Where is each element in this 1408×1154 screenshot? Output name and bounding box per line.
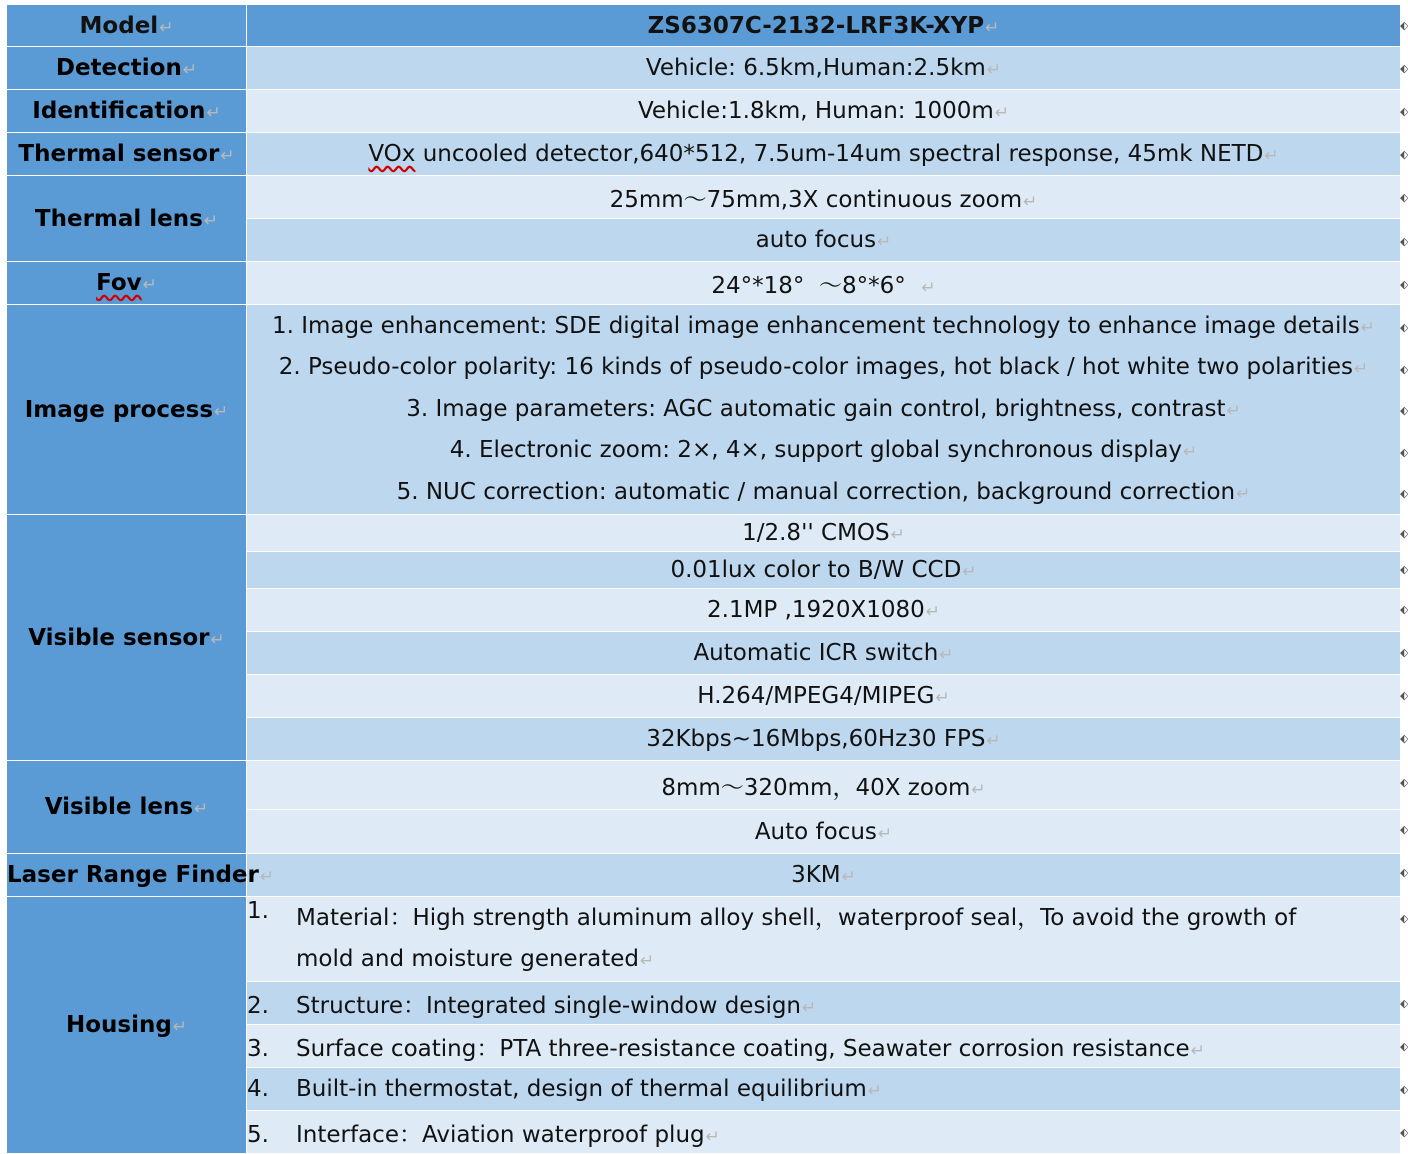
paragraph-mark-icon: ↵ [1190, 1040, 1205, 1061]
paragraph-mark-icon: ↵ [214, 401, 229, 422]
paragraph-mark-icon: ↵ [259, 867, 275, 887]
paragraph-mark-icon: ↵ [210, 629, 225, 650]
row-end-mark-icon: ⬖ [1400, 19, 1408, 32]
thermal-sensor-value-cell [247, 133, 1401, 176]
row-end-mark-icon: ⬖ [1400, 446, 1408, 459]
row-end-mark-icon: ⬖ [1400, 321, 1408, 334]
paragraph-mark-icon: ↵ [1183, 442, 1198, 463]
thermal-lens-value-cell [247, 219, 1401, 262]
paragraph-mark-icon: ↵ [640, 951, 655, 971]
visible-sensor-value-cell [247, 718, 1401, 761]
housing-item-number: 2. [247, 992, 269, 1019]
thermal-sensor-value: uncooled detector,640*512, 7.5um-14um spectral response, 45mk NETD [415, 141, 1264, 167]
row-end-markers [1400, 0, 1408, 1146]
detection-value: Vehicle: 6.5km,Human:2.5km [645, 55, 986, 81]
housing-item-line [296, 939, 1296, 980]
visible-sensor-value: 0.01lux color to B/W CCD [670, 557, 962, 583]
fov-value: 24°*18° ～8°*6° [711, 272, 921, 299]
paragraph-mark-icon: ↵ [994, 103, 1010, 123]
row-end-mark-icon: ⬖ [1400, 235, 1408, 248]
identification-label-cell [7, 90, 247, 133]
fov-label-cell [7, 262, 247, 305]
row-end-mark-icon: ⬖ [1400, 1126, 1408, 1139]
housing-row [7, 897, 1401, 982]
thermal-sensor-label: Thermal sensor [18, 141, 220, 167]
model-label-cell [7, 5, 247, 47]
row-end-mark-icon: ⬖ [1400, 646, 1408, 659]
paragraph-mark-icon: ↵ [802, 997, 817, 1018]
row-end-mark-icon: ⬖ [1400, 278, 1408, 291]
paragraph-mark-icon: ↵ [220, 146, 235, 166]
laser-value: 3KM [791, 862, 841, 888]
housing-item-text: Interface：Aviation waterproof plug [296, 1121, 705, 1148]
row-end-mark-icon: ⬖ [1400, 487, 1408, 500]
model-value: ZS6307C-2132-LRF3K-XYP [647, 12, 985, 39]
paragraph-mark-icon: ↵ [925, 602, 940, 622]
image-process-text: 1. Image enhancement: SDE digital image enhancement technology to enhance image details [271, 312, 1360, 339]
paragraph-mark-icon: ↵ [705, 1126, 720, 1147]
image-process-line [247, 347, 1400, 389]
paragraph-mark-icon: ↵ [142, 275, 157, 295]
row-end-mark-icon: ⬖ [1400, 527, 1408, 540]
housing-item-number: 1. [247, 898, 269, 924]
paragraph-mark-icon: ↵ [971, 779, 986, 800]
fov-label: Fov [96, 270, 142, 296]
visible-sensor-value-cell [247, 589, 1401, 632]
visible-lens-value-cell [247, 761, 1401, 810]
row-end-mark-icon: ⬖ [1400, 1083, 1408, 1096]
paragraph-mark-icon: ↵ [1264, 146, 1279, 166]
detection-label: Detection [55, 55, 182, 81]
visible-sensor-value: 1/2.8'' CMOS [742, 520, 890, 546]
housing-item-cell [247, 1068, 1401, 1111]
housing-item-cell [247, 1025, 1401, 1068]
paragraph-mark-icon: ↵ [877, 823, 893, 844]
paragraph-mark-icon: ↵ [890, 525, 905, 545]
visible-sensor-value-cell [247, 552, 1401, 589]
image-process-label: Image process [24, 396, 214, 423]
visible-sensor-label-cell [7, 515, 247, 761]
paragraph-mark-icon: ↵ [203, 210, 219, 231]
thermal-lens-value: auto focus [755, 227, 877, 253]
image-process-line [247, 306, 1400, 348]
visible-sensor-value: Automatic ICR switch [693, 640, 939, 666]
row-end-mark-icon: ⬖ [1400, 603, 1408, 616]
thermal-sensor-row [7, 133, 1401, 176]
row-end-mark-icon: ⬖ [1400, 776, 1408, 789]
row-end-mark-icon: ⬖ [1400, 148, 1408, 161]
visible-sensor-value-cell [247, 515, 1401, 552]
paragraph-mark-icon: ↵ [194, 799, 209, 819]
laser-row [7, 854, 1401, 897]
housing-item-line-text: mold and moisture generated [296, 946, 640, 972]
laser-value-cell [247, 854, 1401, 897]
visible-lens-label-cell [7, 761, 247, 854]
paragraph-mark-icon: ↵ [172, 1017, 188, 1037]
detection-label-cell [7, 47, 247, 90]
housing-item-cell [247, 897, 1401, 982]
image-process-text: 3. Image parameters: AGC automatic gain control, brightness, contrast [406, 395, 1226, 422]
housing-item-line: Material：High strength aluminum alloy shell，waterproof seal，To avoid the growth of [296, 905, 1297, 931]
housing-item-text: Surface coating：PTA three-resistance coating, Seawater corrosion resistance [296, 1035, 1190, 1062]
row-end-mark-icon: ⬖ [1400, 363, 1408, 376]
detection-value-cell [247, 47, 1401, 90]
visible-lens-value: Auto focus [754, 818, 877, 845]
model-value-cell [247, 5, 1401, 47]
laser-label-cell [7, 854, 275, 897]
thermal-lens-label-cell [7, 176, 247, 262]
paragraph-mark-icon: ↵ [1354, 359, 1369, 380]
image-process-value-cell [247, 305, 1401, 515]
image-process-row [7, 305, 1401, 515]
laser-label: Laser Range Finder [7, 862, 259, 888]
row-end-mark-icon: ⬖ [1400, 1040, 1408, 1053]
paragraph-mark-icon: ↵ [1236, 483, 1251, 504]
paragraph-mark-icon: ↵ [159, 17, 174, 38]
identification-value-cell [247, 90, 1401, 133]
image-process-text: 4. Electronic zoom: 2×, 4×, support global synchronous display [449, 437, 1183, 464]
paragraph-mark-icon: ↵ [986, 731, 1001, 751]
identification-value: Vehicle:1.8km, Human: 1000m [637, 98, 994, 124]
image-process-line [247, 389, 1400, 431]
housing-item-text: Structure：Integrated single-window design [296, 992, 802, 1019]
paragraph-mark-icon: ↵ [985, 17, 1000, 38]
housing-item-text: Built-in thermostat, design of thermal equilibrium [296, 1076, 867, 1102]
image-process-text: 5. NUC correction: automatic / manual correction, background correction [396, 478, 1236, 505]
paragraph-mark-icon: ↵ [1023, 191, 1038, 212]
row-end-mark-icon: ⬖ [1400, 689, 1408, 702]
visible-sensor-value: 32Kbps~16Mbps,60Hz30 FPS [646, 726, 986, 752]
row-end-mark-icon: ⬖ [1400, 732, 1408, 745]
visible-lens-value: 8mm～320mm，40X zoom [661, 774, 971, 801]
spellcheck-word: VOx [368, 141, 416, 167]
paragraph-mark-icon: ↵ [182, 60, 198, 80]
paragraph-mark-icon: ↵ [935, 688, 950, 708]
row-end-mark-icon: ⬖ [1400, 866, 1408, 879]
row-end-mark-icon: ⬖ [1400, 404, 1408, 417]
paragraph-mark-icon: ↵ [986, 60, 1002, 80]
paragraph-mark-icon: ↵ [921, 277, 936, 298]
housing-label: Housing [65, 1012, 172, 1038]
housing-item-number: 4. [247, 1076, 269, 1102]
model-row [7, 5, 1401, 47]
row-end-mark-icon: ⬖ [1400, 823, 1408, 836]
image-process-text: 2. Pseudo-color polarity: 16 kinds of pseudo-color images, hot black / hot white two polarities [278, 354, 1354, 381]
housing-item-text [296, 898, 1296, 980]
model-label: Model [79, 12, 159, 39]
thermal-lens-value-cell [247, 176, 1401, 219]
housing-item-cell [247, 982, 1401, 1025]
spec-table [6, 4, 1401, 1154]
housing-item-cell [247, 1111, 1401, 1154]
row-end-mark-icon: ⬖ [1400, 191, 1408, 204]
paragraph-mark-icon: ↵ [841, 867, 856, 887]
image-process-label-cell [7, 305, 247, 515]
visible-sensor-value-cell [247, 632, 1401, 675]
visible-lens-row [7, 761, 1401, 810]
row-end-mark-icon: ⬖ [1400, 563, 1408, 576]
paragraph-mark-icon: ↵ [1226, 400, 1241, 421]
visible-sensor-value: H.264/MPEG4/MIPEG [697, 683, 935, 709]
paragraph-mark-icon: ↵ [962, 562, 977, 582]
row-end-mark-icon: ⬖ [1400, 997, 1408, 1010]
fov-value-cell [247, 262, 1401, 305]
identification-row [7, 90, 1401, 133]
visible-lens-value-cell [247, 810, 1401, 854]
visible-lens-label: Visible lens [44, 794, 194, 820]
visible-sensor-value: 2.1MP ,1920X1080 [707, 597, 925, 623]
row-end-mark-icon: ⬖ [1400, 912, 1408, 925]
paragraph-mark-icon: ↵ [939, 645, 954, 665]
row-end-mark-icon: ⬖ [1400, 105, 1408, 118]
thermal-sensor-label-cell [7, 133, 247, 176]
housing-item-number: 3. [247, 1035, 269, 1062]
housing-item-number: 5. [247, 1121, 269, 1148]
paragraph-mark-icon: ↵ [877, 232, 892, 252]
row-end-mark-icon: ⬖ [1400, 62, 1408, 75]
image-process-line [247, 472, 1400, 514]
identification-label: Identification [32, 98, 206, 124]
thermal-lens-value: 25mm～75mm,3X continuous zoom [609, 186, 1023, 213]
thermal-lens-label: Thermal lens [34, 205, 203, 232]
visible-sensor-row [7, 515, 1401, 552]
housing-label-cell [7, 897, 247, 1154]
visible-sensor-value-cell [247, 675, 1401, 718]
detection-row [7, 47, 1401, 90]
visible-sensor-label: Visible sensor [28, 624, 210, 651]
fov-row [7, 262, 1401, 305]
paragraph-mark-icon: ↵ [1360, 317, 1376, 338]
image-process-line [247, 430, 1400, 472]
paragraph-mark-icon: ↵ [867, 1081, 883, 1101]
thermal-lens-row [7, 176, 1401, 219]
paragraph-mark-icon: ↵ [206, 103, 221, 123]
